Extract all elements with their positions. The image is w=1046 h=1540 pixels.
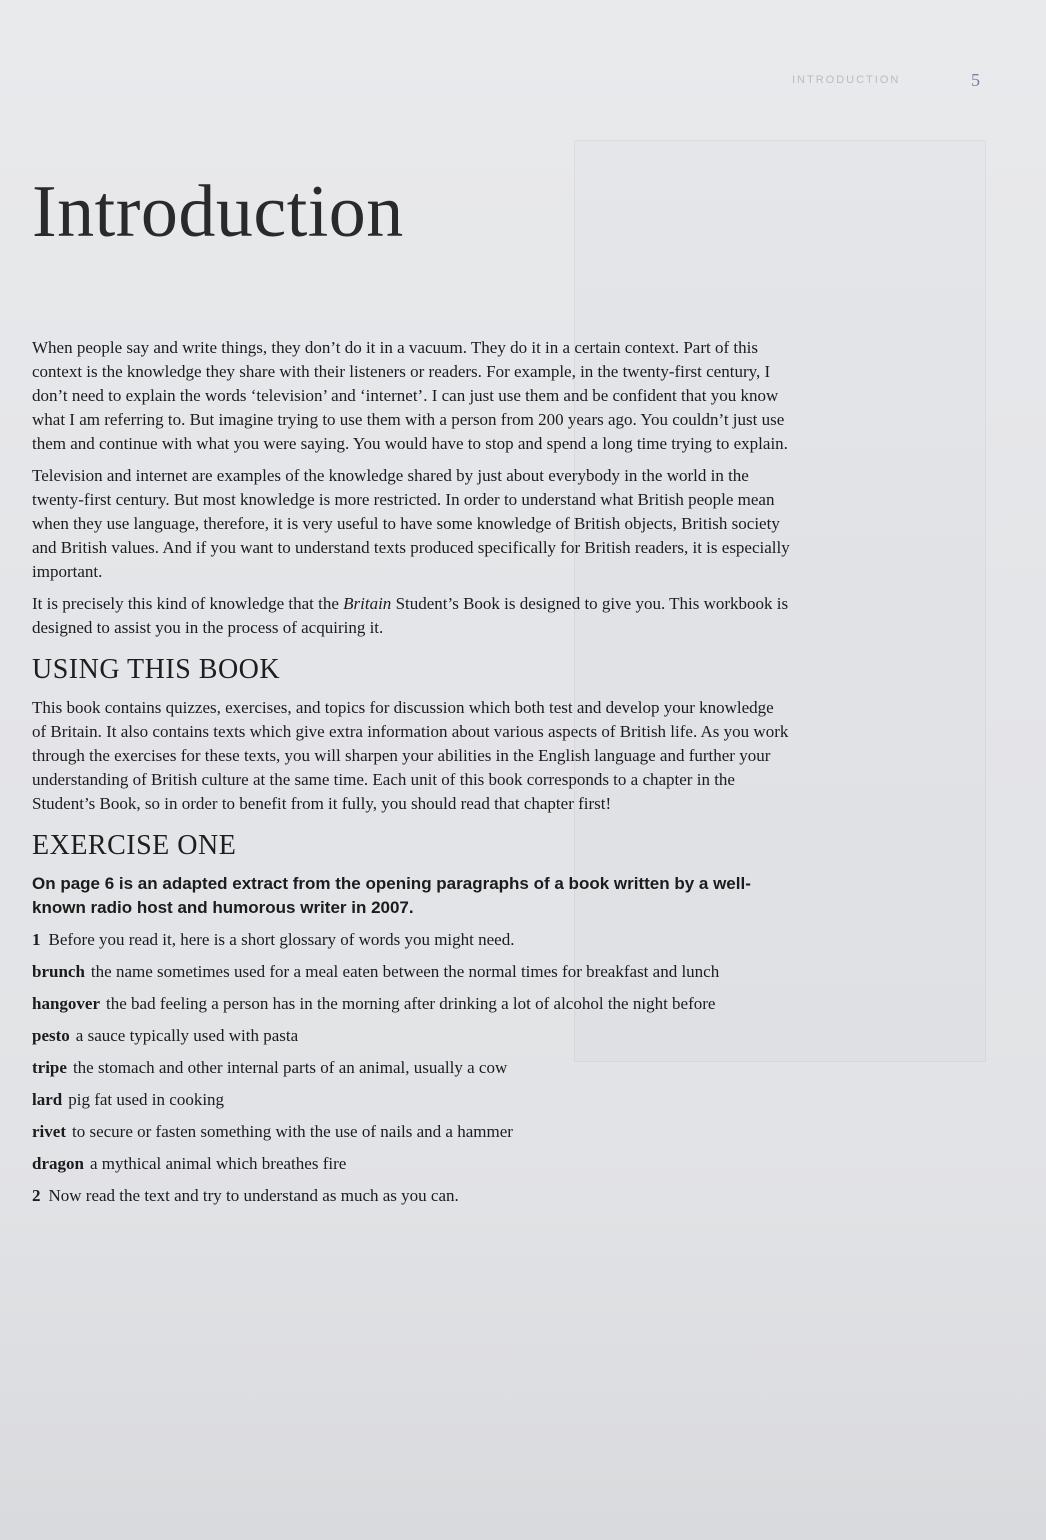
glossary-term: hangover — [32, 994, 100, 1013]
exercise-step-1 — [32, 928, 792, 952]
page-title: Introduction — [32, 171, 404, 253]
step-1-number: 1 — [32, 930, 41, 949]
glossary-definition: a sauce typically used with pasta — [75, 1026, 299, 1045]
step-2-number: 2 — [32, 1186, 41, 1205]
exercise-one-heading: EXERCISE ONE — [32, 830, 237, 861]
running-title: INTRODUCTION — [792, 74, 901, 86]
glossary-definition: the stomach and other internal parts of an animal, usually a cow — [72, 1058, 508, 1077]
glossary-item — [32, 1120, 792, 1144]
intro-paragraph-1: When people say and write things, they don’t do it in a vacuum. They do it in a certain context. Part of this context is the knowledge they share with their listeners or readers. For example, in the twenty-first century, I don’t need to explain the words ‘television’ and ‘internet’. I can just use them and be confident that you know what I am referring to. But imagine trying to use them with a person from 200 years ago. You couldn’t just use them and continue with what you were saying. You would have to stop and spend a long time trying to explain. — [32, 338, 788, 453]
glossary-item — [32, 1056, 792, 1080]
main-content — [32, 336, 792, 1216]
step-2-text: Now read the text and try to understand as much as you can. — [48, 1186, 459, 1205]
glossary-item — [32, 1152, 792, 1176]
glossary-term: rivet — [32, 1122, 66, 1141]
exercise-lead: On page 6 is an adapted extract from the opening paragraphs of a book written by a well-known radio host and humorous writer in 2007. — [32, 874, 751, 917]
glossary-term: pesto — [32, 1026, 70, 1045]
glossary-term: tripe — [32, 1058, 67, 1077]
page-number: 5 — [971, 70, 980, 90]
step-1-text: Before you read it, here is a short glossary of words you might need. — [48, 930, 515, 949]
britain-italic: Britain — [343, 594, 392, 613]
running-head — [780, 70, 980, 92]
glossary-item — [32, 1024, 792, 1048]
glossary-definition: the bad feeling a person has in the morning after drinking a lot of alcohol the night before — [106, 994, 716, 1013]
glossary-definition: pig fat used in cooking — [68, 1090, 225, 1109]
glossary-item — [32, 1088, 792, 1112]
glossary-term: lard — [32, 1090, 63, 1109]
intro-paragraph-3 — [32, 592, 792, 640]
glossary-item — [32, 960, 792, 984]
glossary-definition: the name sometimes used for a meal eaten between the normal times for breakfast and lunch — [90, 962, 720, 981]
exercise-step-2 — [32, 1184, 792, 1208]
glossary-definition: to secure or fasten something with the use of nails and a hammer — [71, 1122, 513, 1141]
using-this-book-paragraph: This book contains quizzes, exercises, and topics for discussion which both test and develop your knowledge of Britain. It also contains texts which give extra information about various aspects of British life. As you work through the exercises for these texts, you will sharpen your abilities in the English language and further your understanding of British culture at the same time. Each unit of this book corresponds to a chapter in the Student’s Book, so in order to benefit from it fully, you should read that chapter first! — [32, 698, 789, 813]
glossary-term: brunch — [32, 962, 85, 981]
glossary-item — [32, 992, 792, 1016]
glossary-term: dragon — [32, 1154, 84, 1173]
using-this-book-heading: USING THIS BOOK — [32, 654, 281, 685]
glossary-definition: a mythical animal which breathes fire — [89, 1154, 347, 1173]
intro-paragraph-3-end: Student’s Book is designed to give you. This workbook is designed to assist you in the process of acquiring it. — [32, 594, 789, 637]
intro-paragraph-3-start: It is precisely this kind of knowledge that the — [32, 594, 344, 613]
intro-paragraph-2: Television and internet are examples of the knowledge shared by just about everybody in the world in the twenty-first century. But most knowledge is more restricted. In order to understand what British people mean when they use language, therefore, it is very useful to have some knowledge of British objects, British society and British values. And if you want to understand texts produced specifically for British readers, it is especially important. — [32, 466, 790, 581]
